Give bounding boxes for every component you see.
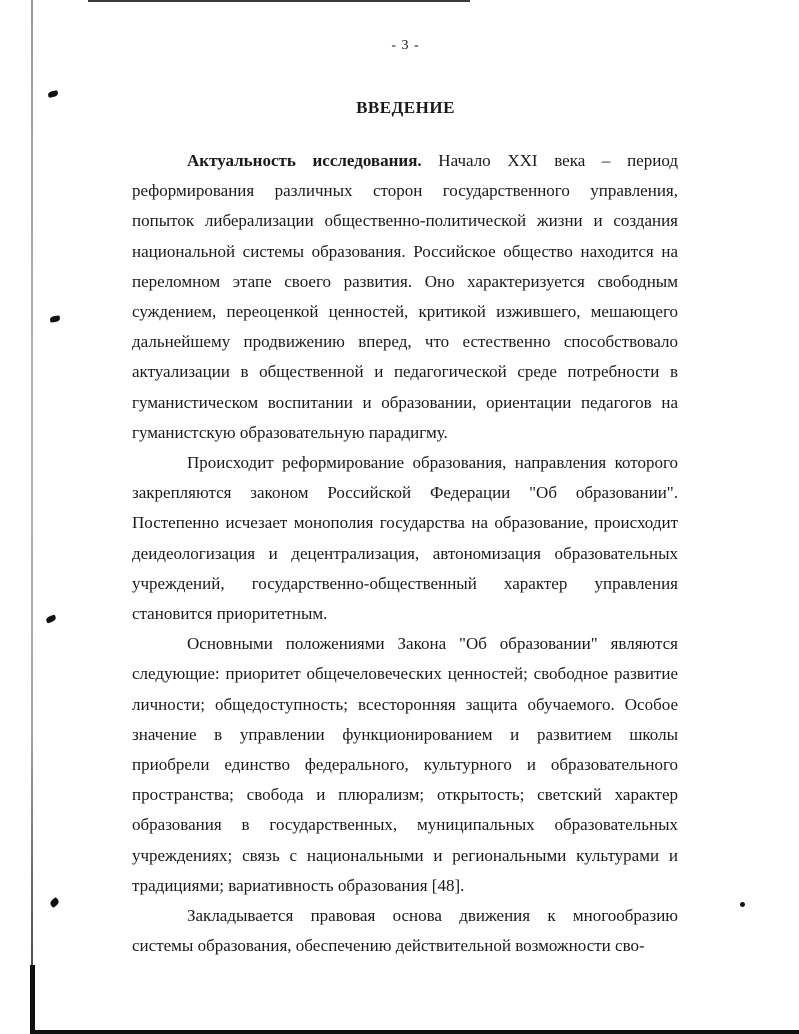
paragraph-text: Начало XXI века – период реформирования различных сторон государственного управления, попыток либерализации общественно-политической жизни и создания национальной системы образования. Российское общество находится на переломном этапе своего развития. Оно характеризуется свободным суждением, переоценкой ценностей, критикой изжившего, мешающего дальнейшему продвижению вперед, что естественно способствовало актуализации в общественной и педагогической среде потребности в гуманистическом воспитании и образовании, ориентации педагогов на гуманистскую образовательную парадигму. — [132, 151, 678, 442]
scan-edge-left — [31, 0, 33, 1034]
scan-edge-top — [88, 0, 470, 2]
paragraph-lead: Актуальность исследования. — [187, 151, 422, 170]
scan-edge-bottom — [33, 1030, 799, 1034]
paragraph — [132, 146, 678, 448]
binding-hole-mark — [45, 614, 56, 623]
scan-edge-left-dark — [30, 965, 35, 1034]
document-body — [132, 146, 678, 961]
paragraph — [132, 901, 678, 961]
paragraph-text: Основными положениями Закона "Об образовании" являются следующие: приоритет общечеловеческих ценностей; свободное развитие личности; общедоступность; всесторонняя защита обучаемого. Особое значение в управлении функционированием и развитием школы приобрели единство федерального, культурного и образовательного пространства; свобода и плюрализм; открытость; светский характер образования в государственных, муниципальных образовательных учреждениях; связь с национальными и региональными культурами и традициями; вариативность образования [48]. — [132, 634, 678, 895]
paragraph-text: Происходит реформирование образования, направления которого закрепляются законом Российской Федерации "Об образовании". Постепенно исчезает монополия государства на образование, происходит деидеологизация и децентрализация, автономизация образовательных учреждений, государственно-общественный характер управления становится приоритетным. — [132, 453, 678, 624]
paragraph — [132, 629, 678, 901]
page-number: - 3 - — [391, 38, 420, 53]
section-heading: ВВЕДЕНИЕ — [356, 98, 455, 117]
binding-hole-mark — [47, 90, 58, 98]
binding-hole-mark — [50, 315, 61, 322]
paragraph — [132, 448, 678, 629]
binding-hole-mark — [49, 897, 60, 908]
ink-speck — [740, 902, 745, 907]
paragraph-text: Закладывается правовая основа движения к многообразию системы образования, обеспечению действительной возможности сво- — [132, 906, 678, 956]
